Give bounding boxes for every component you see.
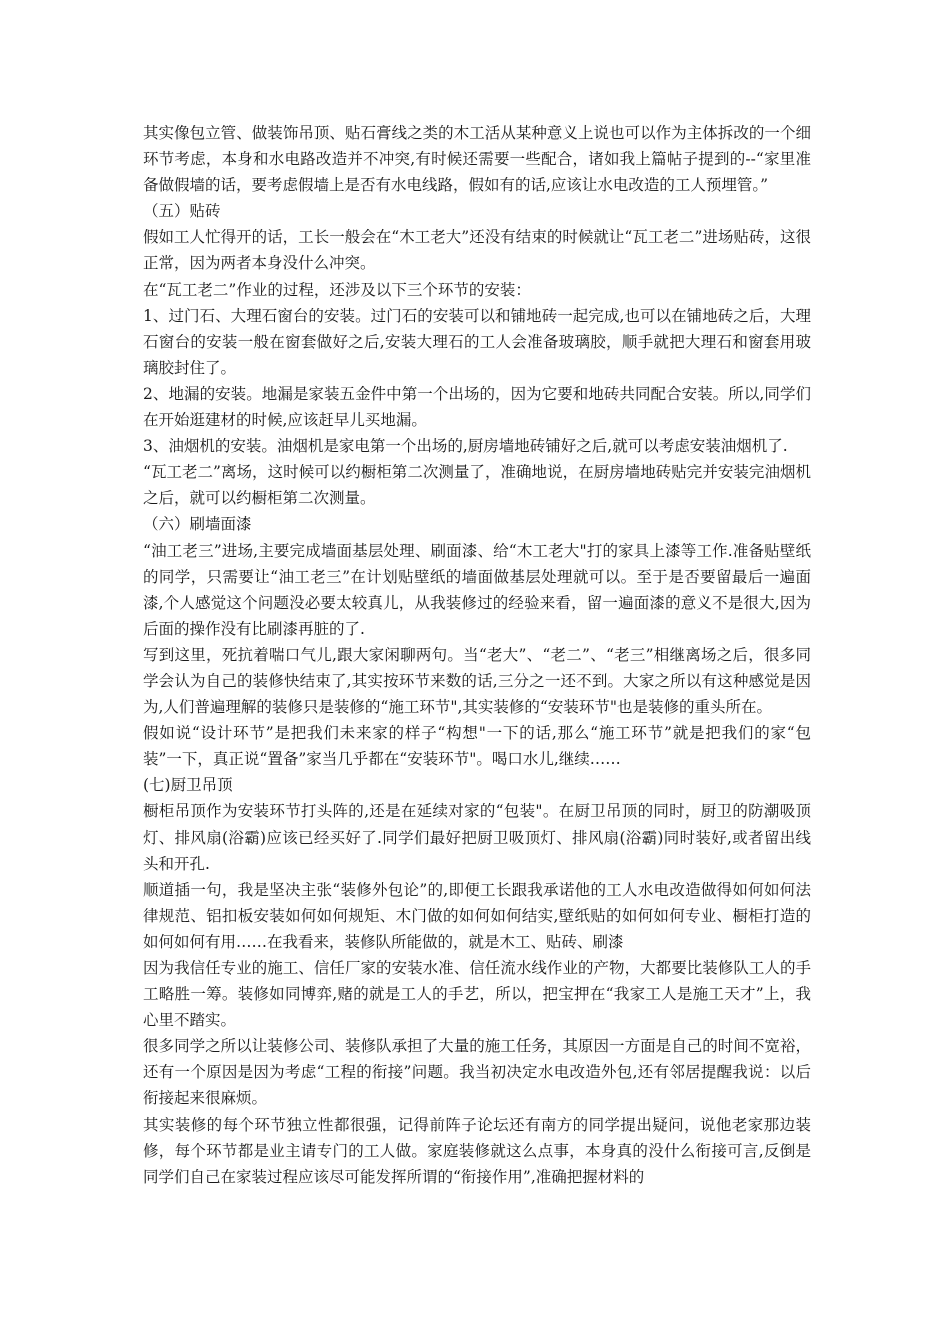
section-heading-ceiling: (七)厨卫吊顶 (143, 776, 233, 795)
paragraph-tiling-installs: 在“瓦工老二”作业的过程，还涉及以下三个环节的安装： (143, 280, 531, 299)
paragraph-tiling-start: 假如工人忙得开的话，工长一般会在“木工老大”还没有结束的时候就让“瓦工老二”进场贴砖，这很正常，因为两者本身没什么冲突。 (143, 228, 811, 273)
list-item-floor-drain: 2、地漏的安装。地漏是家装五金件中第一个出场的，因为它要和地砖共同配合安装。所以,同学们在开始逛建材的时候,应该赶早儿买地漏。 (143, 384, 811, 430)
list-item-range-hood: 3、油烟机的安装。油烟机是家电第一个出场的,厨房墙地砖铺好之后,就可以考虑安装油烟机了. (143, 437, 788, 456)
section-heading-painting: （六）刷墙面漆 (143, 515, 252, 534)
paragraph-ceiling: 橱柜吊顶作为安装环节打头阵的,还是在延续对家的“包装"。在厨卫吊顶的同时，厨卫的防潮吸顶灯、排风扇(浴霸)应该已经买好了.同学们最好把厨卫吸顶灯、排风扇(浴霸)同时装好,或者留出线头和开孔. (143, 802, 811, 873)
list-item-threshold-stone: 1、过门石、大理石窗台的安装。过门石的安装可以和铺地砖一起完成,也可以在铺地砖之后，大理石窗台的安装一般在窗套做好之后,安装大理石的工人会准备玻璃胶，顺手就把大理石和窗套用玻璃胶封住了。 (143, 306, 811, 377)
paragraph-trust: 因为我信任专业的施工、信任厂家的安装水准、信任流水线作业的产物，大都要比装修队工人的手工略胜一筹。装修如同博弈,赌的就是工人的手艺，所以，把宝押在“我家工人是施工天才”上，我心里不踏实。 (143, 959, 811, 1030)
paragraph-independence: 其实装修的每个环节独立性都很强，记得前阵子论坛还有南方的同学提出疑问，说他老家那边装修，每个环节都是业主请专门的工人做。家庭装修就这么点事，本身真的没什么衔接可言,反倒是同学们自己在家装过程应该尽可能发挥所谓的“衔接作用”,准确把握材料的 (143, 1115, 811, 1186)
paragraph-reasons: 很多同学之所以让装修公司、装修队承担了大量的施工任务，其原因一方面是自己的时间不宽裕，还有一个原因是因为考虑“工程的衔接”问题。我当初决定水电改造外包,还有邻居提醒我说：以后衔接起来很麻烦。 (143, 1037, 811, 1108)
document-body (143, 120, 811, 1190)
paragraph-design-phase: 假如说“设计环节”是把我们未来家的样子“构想"一下的话,那么“施工环节”就是把我们的家“包装”一下，真正说“置备”家当几乎都在“安装环节"。喝口水儿,继续…… (143, 724, 811, 769)
paragraph-chat: 写到这里，死抗着喘口气儿,跟大家闲聊两句。当“老大”、“老二”、“老三”相继离场之后，很多同学会认为自己的装修快结束了,其实按环节来数的话,三分之一还不到。大家之所以有这种感觉是因为,人们普遍理解的装修只是装修的“施工环节",其实装修的“安装环节"也是装修的重头所在。 (143, 645, 811, 717)
paragraph-cabinet-measure: “瓦工老二”离场，这时候可以约橱柜第二次测量了，准确地说，在厨房墙地砖贴完并安装完油烟机之后，就可以约橱柜第二次测量。 (143, 463, 811, 508)
paragraph-painting: “油工老三”进场,主要完成墙面基层处理、刷面漆、给“木工老大"打的家具上漆等工作.准备贴壁纸的同学，只需要让“油工老三”在计划贴壁纸的墙面做基层处理就可以。至于是否要留最后一遍面漆,个人感觉这个问题没必要太较真儿，从我装修过的经验来看，留一遍面漆的意义不是很大,因为后面的操作没有比刷漆再脏的了. (143, 541, 811, 638)
paragraph-intro: 其实像包立管、做装饰吊顶、贴石膏线之类的木工活从某种意义上说也可以作为主体拆改的一个细环节考虑，本身和水电路改造并不冲突,有时候还需要一些配合，诸如我上篇帖子提到的--“家里准备做假墙的话，要考虑假墙上是否有水电线路，假如有的话,应该让水电改造的工人预埋管。” (143, 124, 811, 195)
paragraph-outsourcing: 顺道插一句，我是坚决主张“装修外包论”的,即便工长跟我承诺他的工人水电改造做得如何如何法律规范、铝扣板安装如何如何规矩、木门做的如何如何结实,壁纸贴的如何如何专业、橱柜打造的如何如何有用……在我看来，装修队所能做的，就是木工、贴砖、刷漆 (143, 880, 811, 951)
section-heading-tiling: （五）贴砖 (143, 202, 221, 221)
